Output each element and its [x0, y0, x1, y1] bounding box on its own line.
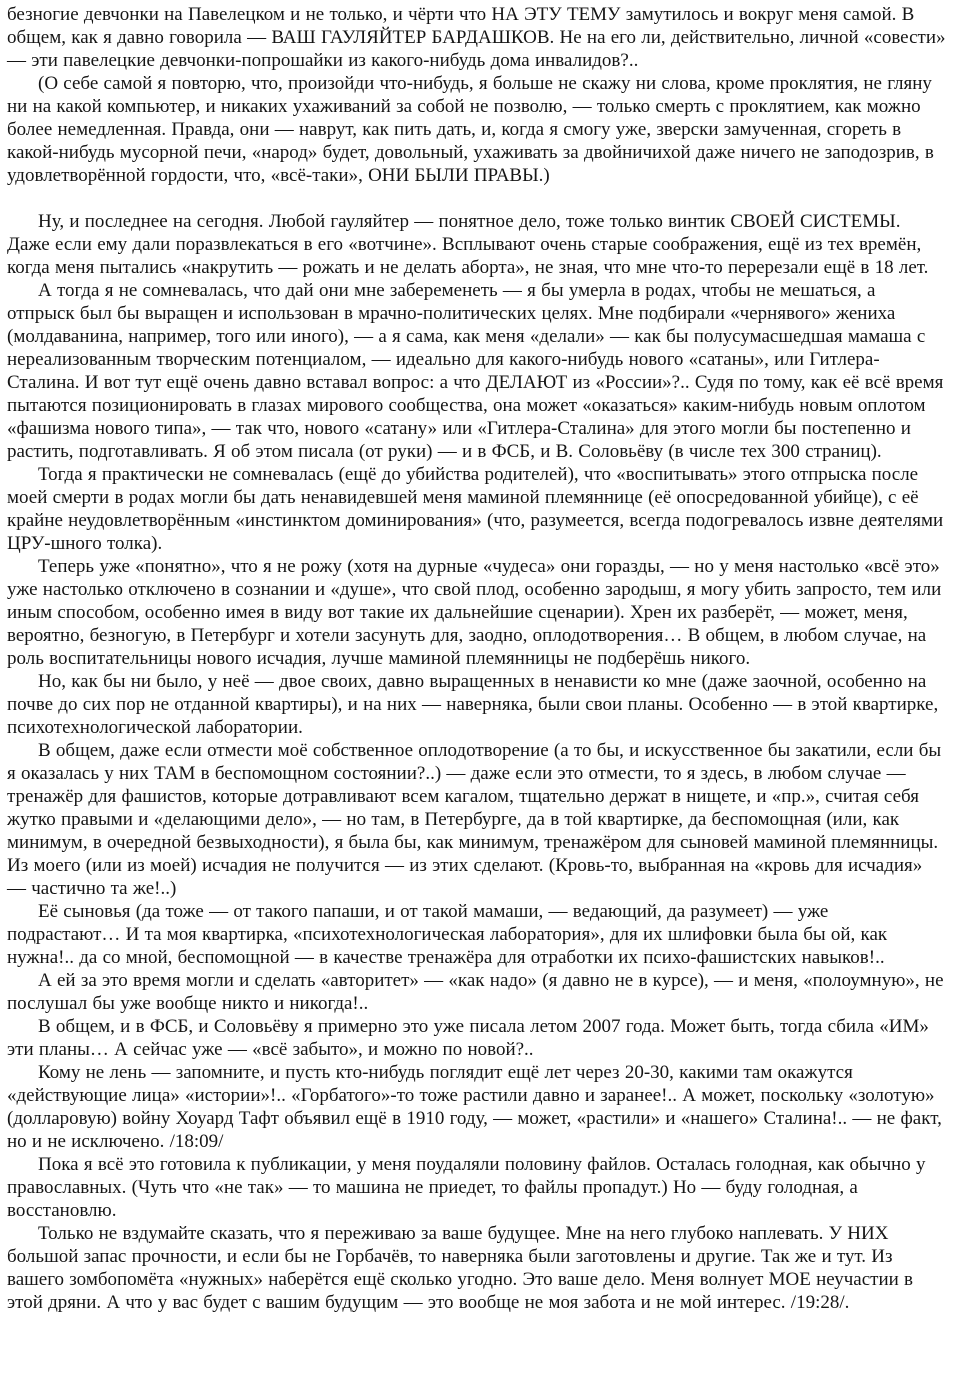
paragraph: Кому не лень — запомните, и пусть кто-нибудь поглядит ещё лет через 20-30, какими там окажутся «действующие лица» «истории»!.. «Горбатого»-то тоже растили давно и заранее!.. А может, поскольку «золотую» (долларовую) войну Хоуард Тафт объявил ещё в 1910 году, — может, «растили» и «нашего» Сталина!.. — не факт, но и не исключено. /18:09/: [7, 1062, 942, 1152]
paragraph-continuation: безногие девчонки на Павелецком и не только, и чёрти что НА ЭТУ ТЕМУ замутилось и вокруг меня самой. В общем, как я давно говорила — ВАШ ГАУЛЯЙТЕР БАРДАШКОВ. Не на его ли, действительно, личной «совести» — эти павелецкие девчонки-попрошайки из какого-нибудь дома инвалидов?..: [7, 4, 946, 71]
paragraph: Пока я всё это готовила к публикации, у меня поудаляли половину файлов. Осталась голодная, как обычно у православных. (Чуть что «не так» — то машина не приедет, то файлы пропадут.) Но — буду голодная, а восстановлю.: [7, 1154, 926, 1221]
blank-line: [7, 187, 946, 210]
paragraph: Ну, и последнее на сегодня. Любой гауляйтер — понятное дело, тоже только винтик СВОЕЙ СИСТЕМЫ. Даже если ему дали поразвлекаться в его «вотчине». Всплывают очень старые соображения, ещё из тех времён, когда меня пытались «накрутить — рожать и не делать аборта», не зная, что мне что-то перерезали ещё в 18 лет.: [7, 211, 929, 278]
paragraph: А тогда я не сомневалась, что дай они мне забеременеть — я бы умерла в родах, чтобы не мешаться, а отпрыск был бы выращен и использован в мрачно-политических целях. Мне подбирали «чернявого» жениха (молдаванина, например, того или иного), — а я сама, как меня «делали» — как бы полусумасшедшая мамаша с нереализованным творческим потенциалом, — идеально для какого-нибудь нового «сатаны», или Гитлера-Сталина. И вот тут ещё очень давно вставал вопрос: а что ДЕЛАЮТ из «России»?.. Судя по тому, как её всё время пытаются позиционировать в глазах мирового сообщества, она может «оказаться» каким-нибудь новым оплотом «фашизма нового типа», — так что, нового «сатану» или «Гитлера-Сталина» для этого могли бы постепенно и растить, подготавливать. Я об этом писала (от руки) — и в ФСБ, и В. Соловьёву (в числе тех 300 страниц).: [7, 280, 944, 462]
paragraph: Её сыновья (да тоже — от такого папаши, и от такой мамаши, — ведающий, да разумеет) — уже подрастают… И та моя квартирка, «психотехнологическая лаборатория», для их шлифовки была бы ой, как нужна!.. да со мной, беспомощной — в качестве тренажёра для отработки их психо-фашистских навыков!..: [7, 901, 888, 968]
paragraph: Теперь уже «понятно», что я не рожу (хотя на дурные «чудеса» они горазды, — но у меня настолько «всё это» уже настолько отключено в сознании и «душе», что свой плод, особенно зародыш, я могу убить запросто, тем или иным способом, особенно имея в виду вот такие их дальнейшие сценарии). Хрен их разберёт, — может, меня, вероятно, безногую, в Петербург и хотели засунуть для, заодно, оплодотворения… В общем, в любом случае, на роль воспитательницы нового исчадия, лучше маминой племянницы не подберёшь никого.: [7, 556, 942, 669]
paragraph: (О себе самой я повторю, что, произойди что-нибудь, я больше не скажу ни слова, кроме проклятия, не гляну ни на какой компьютер, и никаких ухаживаний за собой не позволю, — только смерть с проклятием, как можно более немедленная. Правда, они — наврут, как пить дать, и, когда я смогу уже, зверски замученная, сгореть в какой-нибудь мусорной печи, «народ» будет, довольный, ухаживать за двойничихой даже ничего не заподозрив, в удовлетворённой гордости, что, «всё-таки», ОНИ БЫЛИ ПРАВЫ.): [7, 73, 934, 186]
paragraph: В общем, даже если отмести моё собственное оплодотворение (а то бы, и искусственное бы закатили, если бы я оказалась у них ТАМ в беспомощном состоянии?..) — даже если это отмести, то я здесь, в любом случае — тренажёр для фашистов, которые дотравливают всем кагалом, тщательно держат в нищете, и «пр.», считая себя жутко правыми и «делающими дело», — но там, в Петербурге, да в той квартирке, да беспомощная (или, как минимум, в очередной безвыходности), я была бы, как минимум, тренажёром для сыновей маминой племянницы. Из моего (или из моей) исчадия не получится — из этих сделают. (Кровь-то, выбранная на «кровь для исчадия» — частично та же!..): [7, 740, 942, 899]
paragraph: Но, как бы ни было, у неё — двое своих, давно выращенных в ненависти ко мне (даже заочной, особенно на почве до сих пор не отданной квартиры), и на них — наверняка, были свои планы. Особенно — в этой квартирке, психотехнологической лаборатории.: [7, 671, 939, 738]
paragraph: А ей за это время могли и сделать «авторитет» — «как надо» (я давно не в курсе), — и меня, «полоумную», не послушал бы уже вообще никто и никогда!..: [7, 970, 944, 1014]
paragraph: Тогда я практически не сомневалась (ещё до убийства родителей), что «воспитывать» этого отпрыска после моей смерти в родах могли бы дать ненавидевшей меня маминой племяннице (её опосредованной убийце), с её крайне неудовлетворённым «инстинктом доминирования» (что, разумеется, всегда подогревалось извне деятелями ЦРУ-шного толка).: [7, 464, 944, 554]
paragraph: В общем, и в ФСБ, и Соловьёву я примерно это уже писала летом 2007 года. Может быть, тогда сбила «ИМ» эти планы… А сейчас уже — «всё забыто», и можно по новой?..: [7, 1016, 929, 1060]
paragraph: Только не вздумайте сказать, что я переживаю за ваше будущее. Мне на него глубоко наплевать. У НИХ большой запас прочности, и если бы не Горбачёв, то наверняка были заготовлены и другие. Так же и тут. Из вашего зомбопомёта «нужных» наберётся ещё сколько угодно. Это ваше дело. Меня волнует МОЕ неучастии в этой дряни. А что у вас будет с вашим будущим — это вообще не моя забота и не мой интерес. /19:28/.: [7, 1223, 914, 1313]
